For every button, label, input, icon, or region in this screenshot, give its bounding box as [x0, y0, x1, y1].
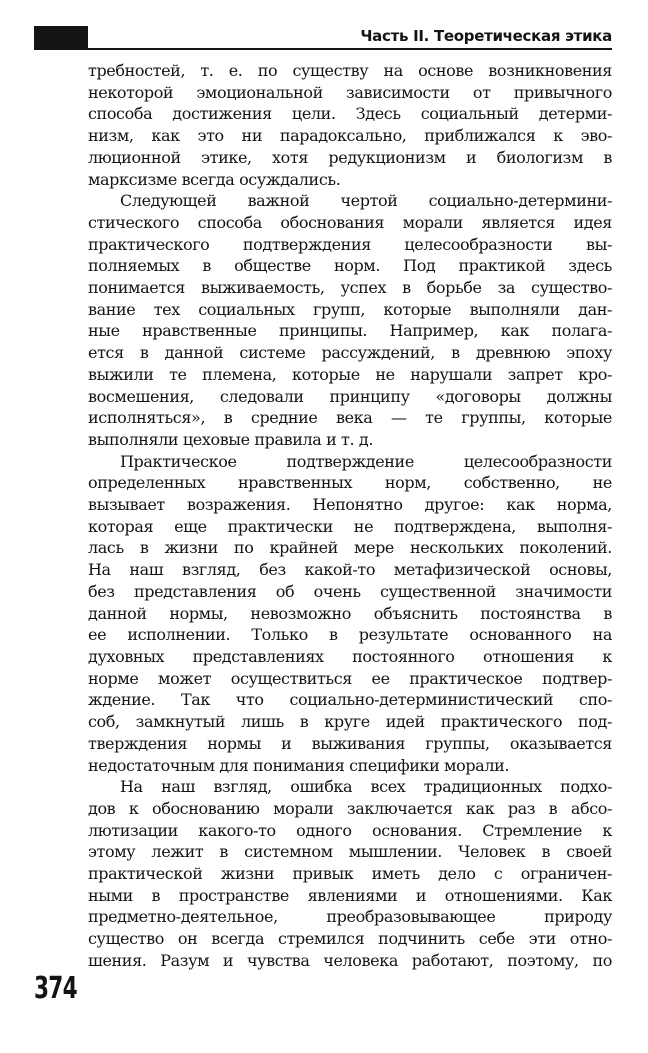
text-line: На наш взгляд, ошибка всех традиционных подхо- — [120, 777, 612, 797]
running-header-title: Часть II. Теоретическая этика — [360, 27, 612, 45]
text-line: Следующей важной чертой социально-детермини- — [120, 191, 612, 211]
header-rule — [34, 48, 612, 50]
text-line: На наш взгляд, без какой-то метафизической основы, — [88, 560, 612, 580]
text-line: ждение. Так что социально-детерминистический спо- — [88, 690, 612, 710]
text-line: практической жизни привык иметь дело с ограничен- — [88, 864, 612, 884]
body-text — [88, 60, 612, 972]
text-line: недостаточным для понимания специфики морали. — [88, 755, 510, 775]
text-line: исполняться», в средние века — те группы, которые — [88, 408, 612, 428]
text-line: полняемых в обществе норм. Под практикой здесь — [88, 256, 612, 276]
text-line: практического подтверждения целесообразности вы- — [88, 234, 612, 254]
text-line: низм, как это ни парадоксально, приближался к эво- — [88, 126, 612, 146]
text-line: стического способа обоснования морали является идея — [88, 212, 612, 232]
text-line: люционной этике, хотя редукционизм и биологизм в — [88, 147, 612, 167]
text-line: данной нормы, невозможно объяснить постоянства в — [88, 603, 612, 623]
text-line: предметно-деятельное, преобразовывающее природу — [88, 907, 612, 927]
text-line: существо он всегда стремился подчинить себе эти отно- — [88, 929, 612, 949]
text-line: шения. Разум и чувства человека работают, поэтому, по — [88, 950, 612, 970]
text-line: этому лежит в системном мышлении. Человек в своей — [88, 842, 612, 862]
text-line: вызывает возражения. Непонятно другое: как норма, — [88, 495, 612, 515]
text-line: марксизме всегда осуждались. — [88, 169, 341, 189]
paragraph — [88, 190, 612, 450]
text-line: способа достижения цели. Здесь социальный детерми- — [88, 104, 612, 124]
text-line: тверждения нормы и выживания группы, оказывается — [88, 733, 612, 753]
text-line: выжили те племена, которые не нарушали запрет кро- — [88, 364, 612, 384]
text-line: без представления об очень существенной значимости — [88, 581, 612, 601]
text-line: требностей, т. е. по существу на основе возникновения — [88, 61, 612, 80]
text-line: определенных нравственных норм, собственно, не — [88, 473, 612, 493]
paragraph — [88, 451, 612, 777]
text-line: некоторой эмоциональной зависимости от привычного — [88, 82, 612, 102]
text-line: духовных представлениях постоянного отношения к — [88, 646, 612, 666]
text-line: ные нравственные принципы. Например, как полага- — [88, 321, 612, 341]
text-line: восмешения, следовали принципу «договоры должны — [88, 386, 612, 406]
paragraph — [88, 60, 612, 190]
text-line: ее исполнении. Только в результате основанного на — [88, 625, 612, 645]
text-line: понимается выживаемость, успех в борьбе за существо- — [88, 278, 612, 298]
page-number: 374 — [34, 971, 77, 1006]
text-line: ется в данной системе рассуждений, в древнюю эпоху — [88, 343, 612, 363]
text-line: норме может осуществиться ее практическое подтвер- — [88, 668, 612, 688]
text-line: лютизации какого-то одного основания. Стремление к — [88, 820, 612, 840]
text-line: дов к обоснованию морали заключается как раз в абсо- — [88, 798, 612, 818]
text-line: лась в жизни по крайней мере нескольких поколений. — [88, 538, 612, 558]
header-black-bar — [34, 26, 88, 48]
text-line: которая еще практически не подтверждена, выполня- — [88, 516, 612, 536]
text-line: соб, замкнутый лишь в круге идей практического под- — [88, 712, 612, 732]
text-line: ными в пространстве явлениями и отношениями. Как — [88, 885, 612, 905]
paragraph — [88, 776, 612, 971]
text-line: Практическое подтверждение целесообразности — [120, 451, 612, 471]
text-line: вание тех социальных групп, которые выполняли дан- — [88, 299, 612, 319]
text-line: выполняли цеховые правила и т. д. — [88, 429, 374, 449]
